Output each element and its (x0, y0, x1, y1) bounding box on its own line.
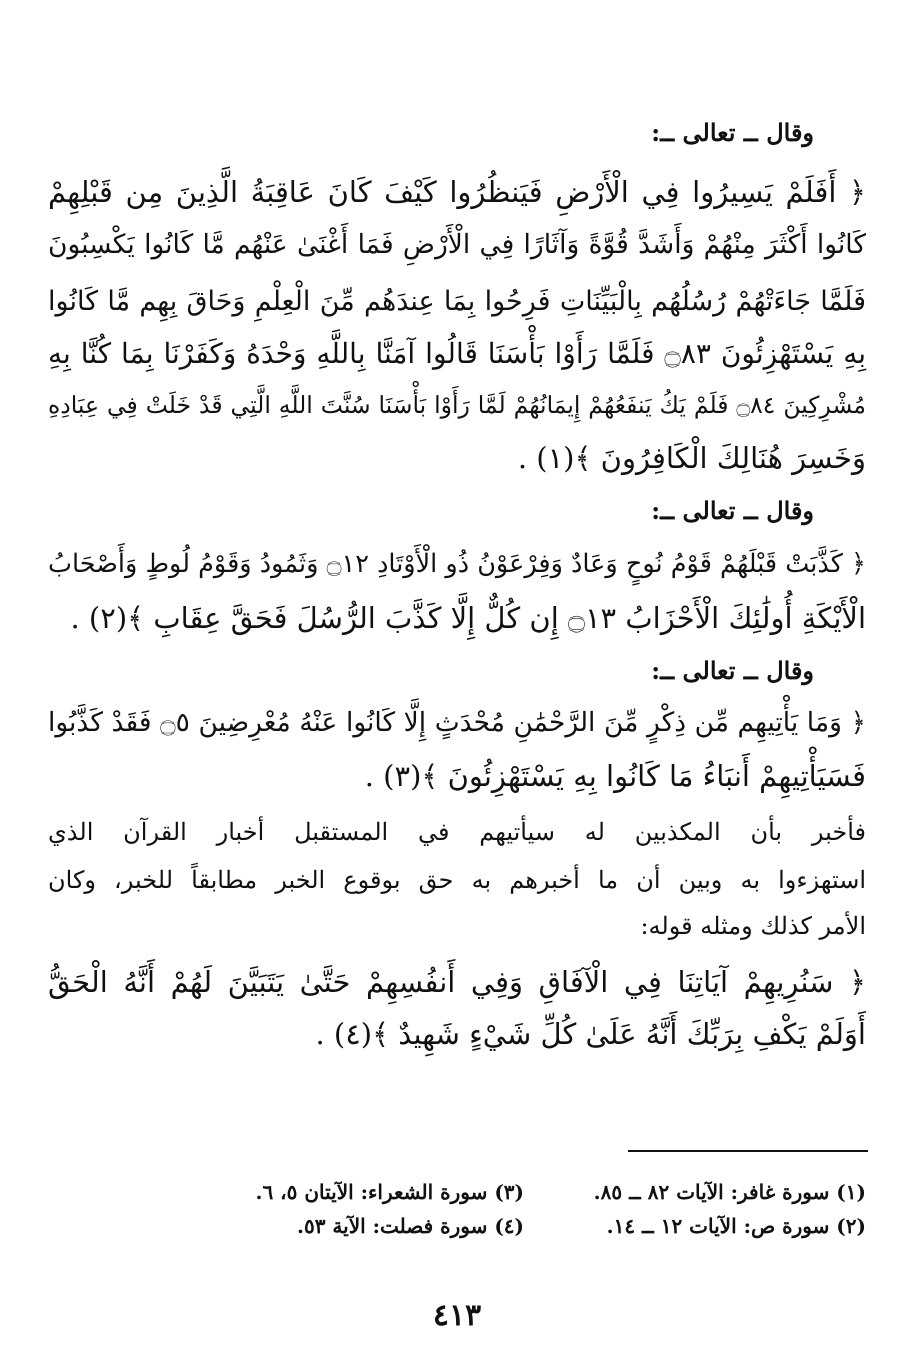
footnote-1: (١) سورة غافر: الآيات ٨٢ ــ ٨٥. (593, 1180, 866, 1204)
verse-1-line-2: كَانُوا أَكْثَرَ مِنْهُمْ وَأَشَدَّ قُوَّةً وَآثَارًا فِي الْأَرْضِ فَمَا أَغْنَىٰ عَنْهُم مَّا كَانُوا يَكْسِبُونَ (48, 229, 866, 260)
prose-line-1: فأخبر بأن المكذبين له سيأتيهم في المستقبل أخبار القرآن الذي (48, 818, 866, 846)
verse-1-line-3: فَلَمَّا جَاءَتْهُمْ رُسُلُهُم بِالْبَيِّنَاتِ فَرِحُوا بِمَا عِندَهُم مِّنَ الْعِلْمِ وَحَاقَ بِهِم مَّا كَانُوا (48, 286, 866, 317)
page-number: ٤١٣ (432, 1298, 482, 1333)
verse-1-line-4: بِهِ يَسْتَهْزِئُونَ ۝٨٣ فَلَمَّا رَأَوْا بَأْسَنَا قَالُوا آمَنَّا بِاللَّهِ وَحْدَهُ وَكَفَرْنَا بِمَا كُنَّا بِهِ (48, 337, 866, 370)
verse-2-line-1: ﴿ كَذَّبَتْ قَبْلَهُمْ قَوْمُ نُوحٍ وَعَادٌ وَفِرْعَوْنُ ذُو الْأَوْتَادِ ۝١٢ وَثَمُودُ وَقَوْمُ لُوطٍ وَأَصْحَابُ (48, 549, 866, 579)
prose-line-3: الأمر كذلك ومثله قوله: (640, 912, 866, 940)
footnote-4: (٤) سورة فصلت: الآية ٥٣. (296, 1214, 524, 1238)
verse-1-line-1: ﴿ أَفَلَمْ يَسِيرُوا فِي الْأَرْضِ فَيَنظُرُوا كَيْفَ كَانَ عَاقِبَةُ الَّذِينَ مِن قَبْلِهِمْ (48, 175, 866, 209)
footnote-3: (٣) سورة الشعراء: الآيتان ٥، ٦. (255, 1180, 524, 1204)
prose-line-2: استهزءوا به وبين أن ما أخبرهم به حق بوقوع الخبر مطابقاً للخبر، وكان (48, 866, 866, 894)
verse-4-line-1: ﴿ سَنُرِيهِمْ آيَاتِنَا فِي الْآفَاقِ وَفِي أَنفُسِهِمْ حَتَّىٰ يَتَبَيَّنَ لَهُمْ أَنَّهُ الْحَقُّ (48, 965, 866, 999)
verse-intro-1: وقال ــ تعالى ــ: (651, 118, 814, 147)
verse-4-line-2: أَوَلَمْ يَكْفِ بِرَبِّكَ أَنَّهُ عَلَىٰ كُلِّ شَيْءٍ شَهِيدٌ ﴾(٤) . (315, 1017, 866, 1051)
verse-1-line-5: مُشْرِكِينَ ۝٨٤ فَلَمْ يَكُ يَنفَعُهُمْ إِيمَانُهُمْ لَمَّا رَأَوْا بَأْسَنَا سُنَّتَ اللَّهِ الَّتِي قَدْ خَلَتْ فِي عِبَادِهِ (48, 391, 867, 419)
verse-3-line-1: ﴿ وَمَا يَأْتِيهِم مِّن ذِكْرٍ مِّنَ الرَّحْمَٰنِ مُحْدَثٍ إِلَّا كَانُوا عَنْهُ مُعْرِضِينَ ۝٥ فَقَدْ كَذَّبُوا (48, 707, 866, 738)
verse-2-line-2: الْأَيْكَةِ أُولَٰئِكَ الْأَحْزَابُ ۝١٣ إِن كُلٌّ إِلَّا كَذَّبَ الرُّسُلَ فَحَقَّ عِقَابِ ﴾(٢) . (70, 601, 866, 635)
verse-intro-3: وقال ــ تعالى ــ: (651, 656, 814, 685)
footnote-2: (٢) سورة ص: الآيات ١٢ ــ ١٤. (606, 1214, 866, 1238)
verse-1-line-6: وَخَسِرَ هُنَالِكَ الْكَافِرُونَ ﴾(١) . (517, 441, 866, 475)
verse-3-line-2: فَسَيَأْتِيهِمْ أَنبَاءُ مَا كَانُوا بِهِ يَسْتَهْزِئُونَ ﴾(٣) . (364, 759, 866, 793)
verse-intro-2: وقال ــ تعالى ــ: (651, 496, 814, 525)
footnote-divider (628, 1150, 868, 1152)
